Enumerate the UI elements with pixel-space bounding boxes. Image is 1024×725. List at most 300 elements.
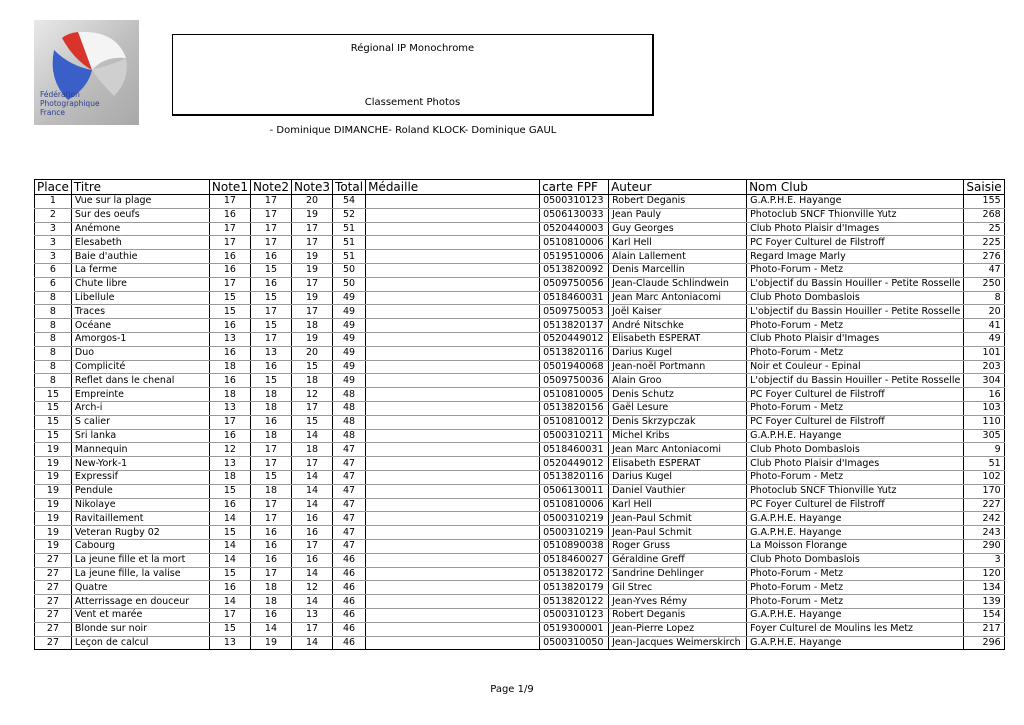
cell-fpf-card: 0510810006: [540, 236, 609, 250]
cell-medal: [366, 263, 540, 277]
cell-medal: [366, 401, 540, 415]
cell-fpf-card: 0513820092: [540, 263, 609, 277]
cell-fpf-card: 0506130011: [540, 484, 609, 498]
cell-fpf-card: 0500310211: [540, 429, 609, 443]
cell-note3: 20: [292, 346, 333, 360]
cell-entry: 250: [964, 277, 1004, 291]
cell-note1: 16: [209, 208, 250, 222]
cell-club: Photo-Forum - Metz: [747, 470, 964, 484]
cell-fpf-card: 0520440003: [540, 222, 609, 236]
cell-note2: 17: [250, 498, 291, 512]
cell-total: 51: [333, 236, 366, 250]
cell-place: 15: [35, 388, 72, 402]
cell-note1: 18: [209, 470, 250, 484]
cell-entry: 203: [964, 360, 1004, 374]
table-row: [35, 250, 1005, 264]
cell-place: 8: [35, 319, 72, 333]
cell-entry: 227: [964, 498, 1004, 512]
cell-note1: 16: [209, 346, 250, 360]
cell-title: Sri lanka: [71, 429, 209, 443]
cell-note3: 16: [292, 553, 333, 567]
cell-note3: 17: [292, 222, 333, 236]
cell-club: Foyer Culturel de Moulins les Metz: [747, 622, 964, 636]
cell-total: 47: [333, 526, 366, 540]
cell-note1: 15: [209, 526, 250, 540]
cell-title: Océane: [71, 319, 209, 333]
cell-author: Géraldine Greff: [609, 553, 747, 567]
cell-total: 47: [333, 539, 366, 553]
cell-note1: 16: [209, 581, 250, 595]
cell-note1: 17: [209, 608, 250, 622]
table-row: [35, 332, 1005, 346]
cell-author: Guy Georges: [609, 222, 747, 236]
cell-note2: 18: [250, 388, 291, 402]
cell-title: Vue sur la plage: [71, 195, 209, 209]
cell-club: G.A.P.H.E. Hayange: [747, 512, 964, 526]
cell-title: Libellule: [71, 291, 209, 305]
cell-medal: [366, 195, 540, 209]
cell-note1: 18: [209, 388, 250, 402]
cell-club: L'objectif du Bassin Houiller - Petite Rosselle: [747, 305, 964, 319]
cell-entry: 3: [964, 553, 1004, 567]
cell-club: Photoclub SNCF Thionville Yutz: [747, 208, 964, 222]
cell-note3: 19: [292, 250, 333, 264]
table-row: [35, 401, 1005, 415]
cell-author: Karl Hell: [609, 236, 747, 250]
column-header-note1: Note1: [209, 180, 250, 195]
cell-note3: 16: [292, 512, 333, 526]
cell-total: 49: [333, 305, 366, 319]
cell-note3: 20: [292, 195, 333, 209]
cell-club: PC Foyer Culturel de Filstroff: [747, 498, 964, 512]
cell-entry: 102: [964, 470, 1004, 484]
cell-place: 8: [35, 305, 72, 319]
cell-note2: 15: [250, 263, 291, 277]
cell-note2: 16: [250, 526, 291, 540]
cell-author: Denis Marcellin: [609, 263, 747, 277]
cell-note3: 17: [292, 236, 333, 250]
cell-note1: 15: [209, 622, 250, 636]
cell-total: 46: [333, 567, 366, 581]
cell-note1: 16: [209, 250, 250, 264]
cell-club: Photo-Forum - Metz: [747, 319, 964, 333]
cell-fpf-card: 0510810012: [540, 415, 609, 429]
cell-medal: [366, 622, 540, 636]
cell-total: 48: [333, 415, 366, 429]
cell-title: Chute libre: [71, 277, 209, 291]
cell-note2: 17: [250, 222, 291, 236]
cell-title: Duo: [71, 346, 209, 360]
page-number: Page 1/9: [490, 684, 534, 695]
cell-title: Expressif: [71, 470, 209, 484]
cell-note3: 17: [292, 277, 333, 291]
cell-total: 49: [333, 360, 366, 374]
table-row: [35, 346, 1005, 360]
cell-medal: [366, 319, 540, 333]
cell-note1: 17: [209, 415, 250, 429]
column-header-title: Titre: [71, 180, 209, 195]
cell-title: New-York-1: [71, 457, 209, 471]
cell-fpf-card: 0500310123: [540, 608, 609, 622]
table-row: [35, 581, 1005, 595]
cell-note2: 18: [250, 581, 291, 595]
cell-title: La ferme: [71, 263, 209, 277]
cell-total: 51: [333, 250, 366, 264]
cell-total: 49: [333, 346, 366, 360]
table-row: [35, 208, 1005, 222]
cell-entry: 242: [964, 512, 1004, 526]
cell-total: 48: [333, 401, 366, 415]
cell-medal: [366, 457, 540, 471]
cell-place: 27: [35, 595, 72, 609]
cell-note3: 19: [292, 332, 333, 346]
cell-note3: 13: [292, 608, 333, 622]
cell-author: Jean Pauly: [609, 208, 747, 222]
cell-club: G.A.P.H.E. Hayange: [747, 429, 964, 443]
cell-note1: 14: [209, 539, 250, 553]
cell-title: Ravitaillement: [71, 512, 209, 526]
cell-place: 8: [35, 374, 72, 388]
table-row: [35, 429, 1005, 443]
table-row: [35, 553, 1005, 567]
cell-note2: 18: [250, 401, 291, 415]
cell-medal: [366, 388, 540, 402]
cell-club: Club Photo Dombaslois: [747, 291, 964, 305]
cell-place: 27: [35, 622, 72, 636]
cell-fpf-card: 0513820116: [540, 470, 609, 484]
cell-total: 47: [333, 484, 366, 498]
cell-note1: 15: [209, 484, 250, 498]
cell-place: 15: [35, 415, 72, 429]
table-row: [35, 608, 1005, 622]
cell-note1: 17: [209, 277, 250, 291]
cell-note2: 16: [250, 277, 291, 291]
cell-note1: 17: [209, 195, 250, 209]
cell-place: 6: [35, 277, 72, 291]
cell-note1: 16: [209, 263, 250, 277]
cell-entry: 154: [964, 608, 1004, 622]
cell-title: Amorgos-1: [71, 332, 209, 346]
cell-entry: 304: [964, 374, 1004, 388]
cell-author: Gaël Lesure: [609, 401, 747, 415]
cell-medal: [366, 595, 540, 609]
cell-note2: 15: [250, 470, 291, 484]
cell-title: Elesabeth: [71, 236, 209, 250]
cell-entry: 290: [964, 539, 1004, 553]
cell-place: 27: [35, 567, 72, 581]
cell-note1: 16: [209, 498, 250, 512]
cell-club: Club Photo Plaisir d'Images: [747, 222, 964, 236]
cell-entry: 276: [964, 250, 1004, 264]
cell-entry: 110: [964, 415, 1004, 429]
cell-note3: 19: [292, 208, 333, 222]
cell-note1: 16: [209, 374, 250, 388]
cell-fpf-card: 0518460031: [540, 443, 609, 457]
cell-note1: 18: [209, 360, 250, 374]
cell-note3: 19: [292, 291, 333, 305]
table-row: [35, 526, 1005, 540]
cell-author: Alain Groo: [609, 374, 747, 388]
cell-note1: 14: [209, 553, 250, 567]
cell-entry: 49: [964, 332, 1004, 346]
cell-medal: [366, 208, 540, 222]
cell-title: Baie d'authie: [71, 250, 209, 264]
cell-club: Photo-Forum - Metz: [747, 346, 964, 360]
cell-title: Cabourg: [71, 539, 209, 553]
cell-total: 51: [333, 222, 366, 236]
cell-author: Denis Schutz: [609, 388, 747, 402]
cell-note1: 14: [209, 595, 250, 609]
cell-place: 8: [35, 360, 72, 374]
cell-title: Empreinte: [71, 388, 209, 402]
cell-place: 8: [35, 291, 72, 305]
cell-total: 49: [333, 319, 366, 333]
cell-author: Karl Hell: [609, 498, 747, 512]
cell-fpf-card: 0518460031: [540, 291, 609, 305]
cell-author: Darius Kugel: [609, 470, 747, 484]
cell-entry: 101: [964, 346, 1004, 360]
cell-medal: [366, 443, 540, 457]
cell-note3: 18: [292, 374, 333, 388]
cell-note3: 17: [292, 401, 333, 415]
cell-total: 48: [333, 429, 366, 443]
cell-title: Pendule: [71, 484, 209, 498]
competition-title: Régional IP Monochrome: [350, 43, 475, 54]
results-table: [34, 179, 1005, 650]
cell-total: 47: [333, 470, 366, 484]
cell-place: 3: [35, 236, 72, 250]
column-header-medal: Médaille: [366, 180, 540, 195]
cell-title: Blonde sur noir: [71, 622, 209, 636]
cell-author: Daniel Vauthier: [609, 484, 747, 498]
ranking-subtitle: Classement Photos: [364, 97, 461, 108]
cell-note3: 15: [292, 360, 333, 374]
table-row: [35, 470, 1005, 484]
cell-title: Anémone: [71, 222, 209, 236]
cell-total: 49: [333, 374, 366, 388]
cell-note3: 12: [292, 581, 333, 595]
cell-medal: [366, 236, 540, 250]
cell-note2: 16: [250, 553, 291, 567]
cell-note3: 18: [292, 443, 333, 457]
cell-total: 46: [333, 595, 366, 609]
cell-medal: [366, 484, 540, 498]
cell-club: G.A.P.H.E. Hayange: [747, 636, 964, 650]
cell-title: Arch-i: [71, 401, 209, 415]
cell-place: 19: [35, 512, 72, 526]
cell-fpf-card: 0520449012: [540, 457, 609, 471]
cell-title: La jeune fille, la valise: [71, 567, 209, 581]
cell-entry: 16: [964, 388, 1004, 402]
table-row: [35, 512, 1005, 526]
cell-club: L'objectif du Bassin Houiller - Petite Rosselle: [747, 277, 964, 291]
cell-medal: [366, 222, 540, 236]
cell-note2: 17: [250, 305, 291, 319]
cell-title: Sur des oeufs: [71, 208, 209, 222]
cell-club: PC Foyer Culturel de Filstroff: [747, 388, 964, 402]
cell-total: 47: [333, 512, 366, 526]
cell-club: G.A.P.H.E. Hayange: [747, 526, 964, 540]
cell-place: 27: [35, 608, 72, 622]
cell-medal: [366, 608, 540, 622]
cell-note1: 13: [209, 401, 250, 415]
table-row: [35, 222, 1005, 236]
cell-note2: 17: [250, 332, 291, 346]
table-row: [35, 319, 1005, 333]
cell-place: 3: [35, 250, 72, 264]
cell-title: Nikolaye: [71, 498, 209, 512]
cell-author: Alain Lallement: [609, 250, 747, 264]
table-row: [35, 291, 1005, 305]
cell-fpf-card: 0509750056: [540, 277, 609, 291]
cell-note2: 17: [250, 443, 291, 457]
cell-author: Jean Marc Antoniacomi: [609, 291, 747, 305]
cell-author: Roger Gruss: [609, 539, 747, 553]
cell-place: 19: [35, 539, 72, 553]
cell-total: 49: [333, 332, 366, 346]
cell-total: 54: [333, 195, 366, 209]
column-header-fpf-card: carte FPF: [540, 180, 609, 195]
table-row: [35, 388, 1005, 402]
cell-note3: 14: [292, 636, 333, 650]
cell-note2: 19: [250, 636, 291, 650]
cell-club: PC Foyer Culturel de Filstroff: [747, 236, 964, 250]
cell-note1: 13: [209, 457, 250, 471]
cell-title: S calier: [71, 415, 209, 429]
cell-title: Leçon de calcul: [71, 636, 209, 650]
cell-title: Veteran Rugby 02: [71, 526, 209, 540]
table-body: [35, 195, 1005, 650]
cell-title: Mannequin: [71, 443, 209, 457]
column-header-total: Total: [333, 180, 366, 195]
cell-author: Gil Strec: [609, 581, 747, 595]
cell-author: Sandrine Dehlinger: [609, 567, 747, 581]
cell-total: 50: [333, 277, 366, 291]
cell-entry: 139: [964, 595, 1004, 609]
cell-note2: 17: [250, 195, 291, 209]
cell-medal: [366, 470, 540, 484]
cell-fpf-card: 0500310050: [540, 636, 609, 650]
cell-entry: 268: [964, 208, 1004, 222]
cell-entry: 170: [964, 484, 1004, 498]
cell-club: Club Photo Dombaslois: [747, 443, 964, 457]
cell-note1: 13: [209, 636, 250, 650]
cell-club: L'objectif du Bassin Houiller - Petite Rosselle: [747, 374, 964, 388]
logo-line-2: Photographique: [40, 99, 100, 108]
table-row: [35, 567, 1005, 581]
cell-fpf-card: 0513820116: [540, 346, 609, 360]
cell-note2: 18: [250, 484, 291, 498]
cell-club: Photo-Forum - Metz: [747, 595, 964, 609]
cell-fpf-card: 0500310219: [540, 512, 609, 526]
cell-fpf-card: 0513820156: [540, 401, 609, 415]
cell-medal: [366, 250, 540, 264]
cell-place: 8: [35, 332, 72, 346]
title-box: [172, 34, 654, 116]
cell-note2: 16: [250, 360, 291, 374]
cell-title: Reflet dans le chenal: [71, 374, 209, 388]
cell-entry: 47: [964, 263, 1004, 277]
cell-club: Photo-Forum - Metz: [747, 567, 964, 581]
column-header-note3: Note3: [292, 180, 333, 195]
table-row: [35, 374, 1005, 388]
cell-note2: 17: [250, 236, 291, 250]
cell-club: Photo-Forum - Metz: [747, 263, 964, 277]
cell-note2: 14: [250, 622, 291, 636]
cell-title: Quatre: [71, 581, 209, 595]
cell-place: 19: [35, 484, 72, 498]
table-row: [35, 415, 1005, 429]
cell-note2: 13: [250, 346, 291, 360]
cell-medal: [366, 636, 540, 650]
cell-entry: 9: [964, 443, 1004, 457]
table-row: [35, 636, 1005, 650]
logo-line-1: Fédération: [40, 90, 80, 99]
table-row: [35, 360, 1005, 374]
cell-note3: 18: [292, 319, 333, 333]
cell-medal: [366, 567, 540, 581]
cell-note2: 16: [250, 250, 291, 264]
cell-note2: 17: [250, 208, 291, 222]
cell-place: 19: [35, 470, 72, 484]
cell-total: 46: [333, 636, 366, 650]
cell-note1: 16: [209, 429, 250, 443]
cell-note2: 16: [250, 539, 291, 553]
cell-author: André Nitschke: [609, 319, 747, 333]
cell-author: Robert Deganis: [609, 608, 747, 622]
cell-note3: 14: [292, 567, 333, 581]
cell-note2: 15: [250, 291, 291, 305]
cell-note2: 15: [250, 374, 291, 388]
cell-author: Elisabeth ESPERAT: [609, 332, 747, 346]
cell-total: 52: [333, 208, 366, 222]
cell-total: 46: [333, 622, 366, 636]
cell-fpf-card: 0513820172: [540, 567, 609, 581]
cell-fpf-card: 0519300001: [540, 622, 609, 636]
cell-medal: [366, 512, 540, 526]
cell-note3: 17: [292, 457, 333, 471]
table-row: [35, 195, 1005, 209]
cell-author: Elisabeth ESPERAT: [609, 457, 747, 471]
cell-note2: 15: [250, 319, 291, 333]
cell-medal: [366, 539, 540, 553]
cell-medal: [366, 291, 540, 305]
cell-entry: 51: [964, 457, 1004, 471]
cell-note1: 15: [209, 305, 250, 319]
cell-entry: 305: [964, 429, 1004, 443]
cell-fpf-card: 0519510006: [540, 250, 609, 264]
cell-fpf-card: 0506130033: [540, 208, 609, 222]
column-header-author: Auteur: [609, 180, 747, 195]
cell-entry: 134: [964, 581, 1004, 595]
cell-place: 3: [35, 222, 72, 236]
column-header-place: Place: [35, 180, 72, 195]
cell-place: 8: [35, 346, 72, 360]
cell-club: Photo-Forum - Metz: [747, 401, 964, 415]
cell-title: La jeune fille et la mort: [71, 553, 209, 567]
cell-medal: [366, 360, 540, 374]
cell-medal: [366, 277, 540, 291]
cell-author: Jean-Jacques Weimerskirch: [609, 636, 747, 650]
cell-author: Jean-Paul Schmit: [609, 526, 747, 540]
cell-fpf-card: 0510810005: [540, 388, 609, 402]
cell-entry: 225: [964, 236, 1004, 250]
cell-fpf-card: 0520449012: [540, 332, 609, 346]
cell-title: Atterrissage en douceur: [71, 595, 209, 609]
cell-fpf-card: 0513820122: [540, 595, 609, 609]
cell-medal: [366, 346, 540, 360]
table-row: [35, 595, 1005, 609]
